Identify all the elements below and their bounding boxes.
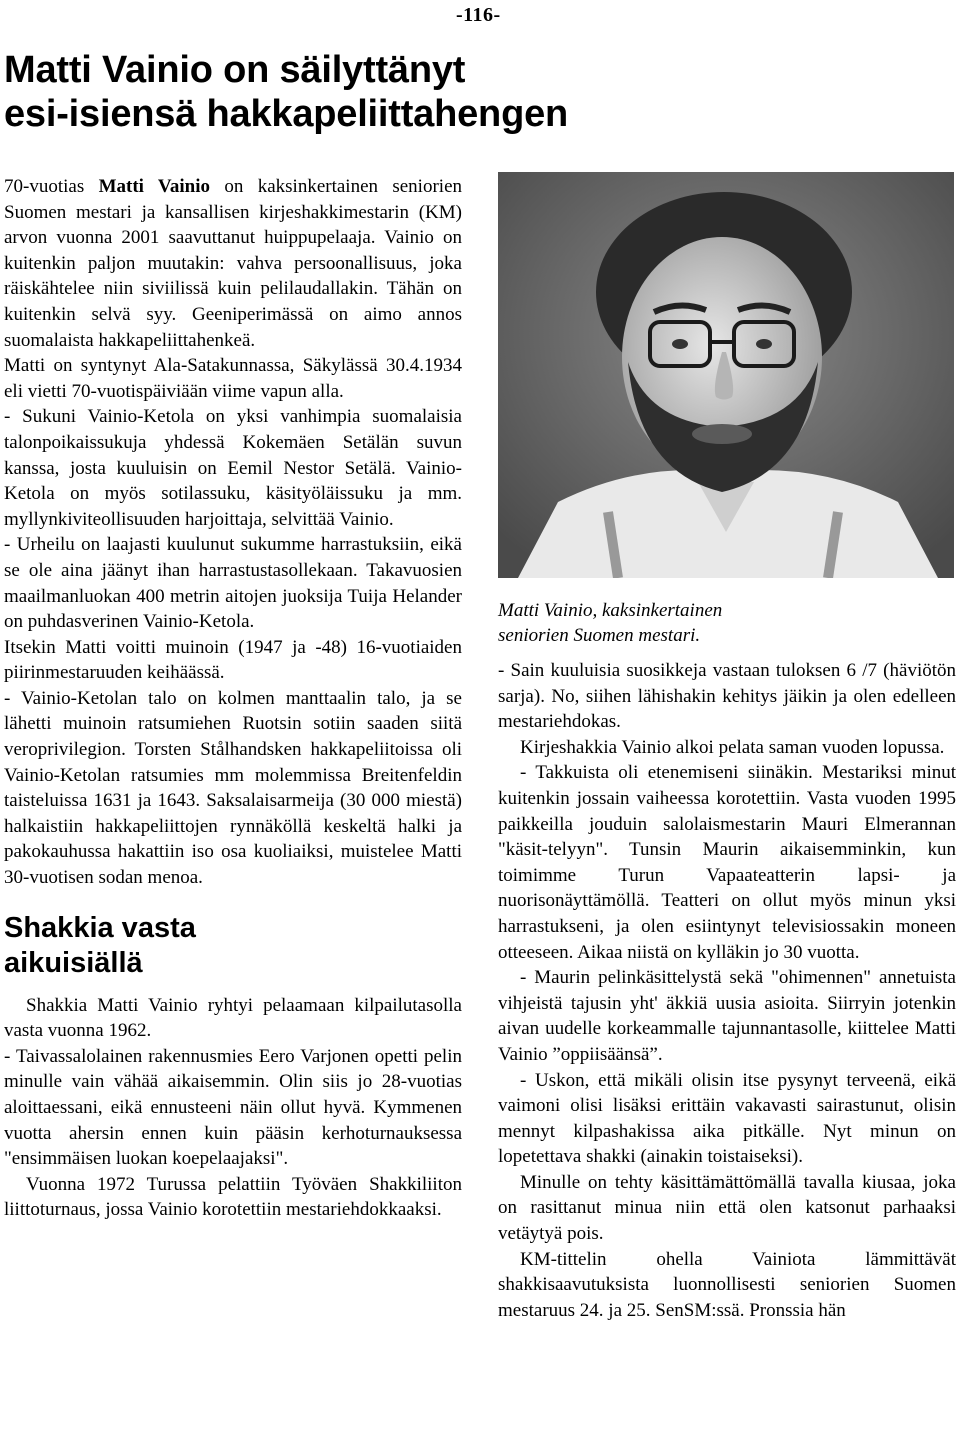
left-column	[4, 174, 462, 1223]
section-subtitle	[4, 911, 462, 981]
portrait-photo	[498, 172, 954, 578]
paragraph-first-teacher: - Taivassalolainen rakennusmies Eero Varjonen opetti pelin minulle vain vähää aikaisemmin. Olin siis jo 28-vuotias aloittaessani, eikä ennusteeni näin ollut hyvä. Kymmenen vuotta ahersin ennen kuin pääsin kerhoturnauksessa "ensimmäisen luokan koepelaajaksi".	[4, 1045, 462, 1170]
intro-after: on kaksinkertainen seniorien Suomen mestari ja kansallisen kirjeshakkimestarin (KM) arvon vuonna 2001 saavuttanut huippupelaaja. Vainio on kuitenkin paljon muutakin: vahva persoonallisuus, joka räiskähtelee niin siviilissä kuin pelilaudallakin. Tähän on kuitenkin selvä syy. Geeniperimässä on aimo annos suomalaista hakkapeliittahenkeä.	[4, 176, 462, 351]
right-column	[498, 598, 956, 1323]
paragraph-health: - Uskon, että mikäli olisin itse pysynyt terveenä, eikä vaimoni olisi lisäksi erittäin vakavasti sairastunut, olisin mennyt kilpashakissa aika pitkälle. Nyt minun on lopetettava shakki (ainakin toistaiseksi).	[498, 1069, 956, 1168]
section-subtitle-line-2: aikuisiällä	[4, 946, 143, 979]
paragraph-1972-tournament: Vuonna 1972 Turussa pelattiin Työväen Shakkiliiton liittoturnaus, jossa Vainio korotettiin mestariehdokkaaksi.	[4, 1173, 462, 1221]
portrait-photo-icon	[498, 172, 954, 578]
paragraph-achievements: KM-tittelin ohella Vainiota lämmittävät shakkisaavutuksista luonnollisesti seniorien Suomen mestaruus 24. ja 25. SenSM:ssä. Pronssia hän	[498, 1248, 956, 1321]
photo-caption	[498, 598, 956, 648]
paragraph-mentor: - Maurin pelinkäsittelystä sekä "ohimennen" annetuista vihjeistä tajusin yht' äkkiä uusia asioita. Siirryin jotenkin aivan uudelle korkeammalle tajunnantasolle, kiittelee Matti Vainio ”oppiisäänsä”.	[498, 967, 956, 1065]
paragraph-sports: - Urheilu on laajasti kuulunut sukumme harrastuksiin, eikä se ole aina jäänyt ihan harrastustasollekaan. Takavuosien maailmanluokan 400 metrin aitojen juoksija Tuija Helander on puhdasverinen Vainio-Ketola.	[4, 534, 462, 633]
article-title-line-2: esi-isiensä hakkapeliittahengen	[4, 93, 569, 135]
page-number: -116-	[456, 4, 501, 26]
article-title-line-1: Matti Vainio on säilyttänyt	[4, 49, 466, 91]
paragraph-javelin: Itsekin Matti voitti muinoin (1947 ja -48) 16-vuotiaiden piirinmestaruuden keihäässä.	[4, 636, 462, 684]
intro-person-name: Matti Vainio	[98, 176, 211, 197]
paragraph-correspondence-chess: Kirjeshakkia Vainio alkoi pelata saman vuoden lopussa.	[520, 736, 945, 758]
photo-caption-line-1: Matti Vainio, kaksinkertainen	[498, 600, 723, 621]
paragraph-birthplace: Matti on syntynyt Ala-Satakunnassa, Säkylässä 30.4.1934 eli vietti 70-vuotispäiviään viime vapun alla.	[4, 355, 462, 402]
article-title	[4, 48, 954, 136]
paragraph-progress: - Takkuista oli etenemiseni siinäkin. Mestariksi minut kuitenkin jossain vaiheessa korotettiin. Vasta vuoden 1995 paikkeilla jouduin salolaismestarin Mauri Elmerannan "käsit-telyyn". Tunsin Maurin aikaisemminkin, kun toimimme Turun Vapaateatterin lapsi- ja nuorisonäyttämöllä. Teatteri on ollut myös minun yksi harrastukseni, ja olen esiintynyt televisiossakin moneen otteeseen. Aikaa niistä on kylläkin jo 30 vuotta.	[498, 762, 956, 963]
paragraph-withdrawal: Minulle on tehty käsittämättömällä tavalla kiusaa, joka on rasittanut minua niin että olen katsonut parhaaksi vetäytyä pois.	[498, 1171, 956, 1245]
paragraph-results: - Sain kuuluisia suosikkeja vastaan tuloksen 6 /7 (häviötön sarja). No, siihen lähishakin kehitys jäikin ja olen edelleen mestariehdokas.	[498, 660, 956, 733]
section-subtitle-line-1: Shakkia vasta	[4, 911, 196, 944]
paragraph-cavalry: - Vainio-Ketolan talo on kolmen manttaalin talo, ja se lähetti muinoin ratsumiehen Ruotsin sotiin saaden siitä veroprivilegion. Torsten Stålhandsken hakkapeliitoissa oli Vainio-Ketolan ratsumies mm molemmissa Breitenfeldin taisteluissa 1631 ja 1643. Saksalaisarmeija (30 000 miestä) halkaistiin hakkapeliittojen rynnäköllä keskeltä halki ja pakokauhussa hakattiin iso osa kuoliaiksi, muistelee Matti 30-vuotisen sodan menoa.	[4, 687, 462, 889]
paragraph-chess-start: Shakkia Matti Vainio ryhtyi pelaamaan kilpailutasolla vasta vuonna 1962.	[4, 994, 462, 1042]
intro-paragraph	[4, 174, 462, 353]
paragraph-family-history: - Sukuni Vainio-Ketola on yksi vanhimpia suomalaisia talonpoikaissukuja yhdessä Kokemäen Setälän suvun kanssa, josta kuuluisin on Eemil Nestor Setälä. Vainio-Ketola on myös sotilassuku, käsityöläissuku ja mm. myllynkiviteollisuuden harjoittaja, selvittää Vainio.	[4, 406, 462, 530]
intro-before: 70-vuotias	[4, 176, 99, 197]
photo-caption-line-2: seniorien Suomen mestari.	[498, 625, 701, 646]
